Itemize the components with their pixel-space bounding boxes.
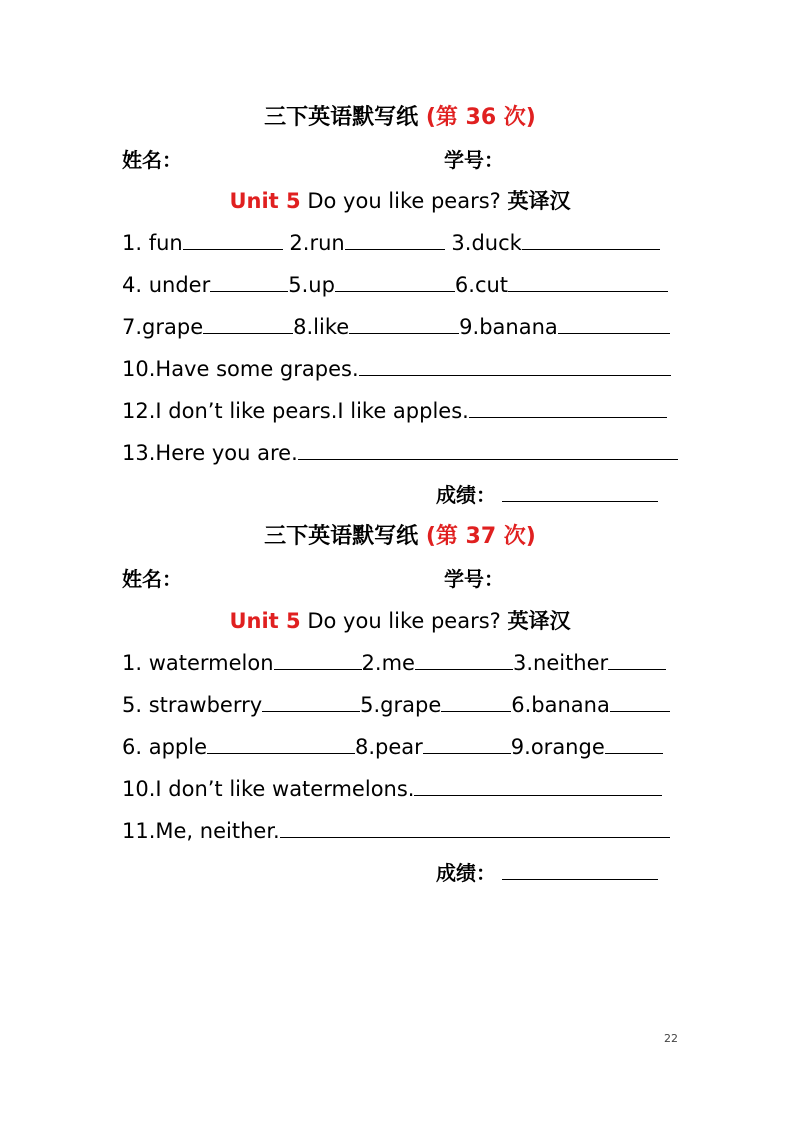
sheet1-score	[436, 481, 658, 509]
word-item: 5. strawberry	[122, 693, 263, 717]
sheet1-title	[0, 103, 800, 133]
word-item: 7.grape	[122, 315, 204, 339]
sheet1-word-row-1	[122, 229, 660, 257]
word-item: 2.run	[289, 231, 345, 255]
sheet2-id-label: 学号：	[444, 567, 504, 591]
answer-blank[interactable]	[414, 775, 662, 796]
sheet1-sentence-3	[122, 439, 678, 467]
sheet2-unit-number: Unit 5	[229, 609, 301, 633]
word-item: 6.banana	[511, 693, 610, 717]
answer-blank[interactable]	[522, 229, 660, 250]
sheet2-unit-task: 英译汉	[507, 609, 571, 633]
answer-blank[interactable]	[423, 733, 511, 754]
sheet1-title-main: 三下英语默写纸	[264, 105, 419, 130]
sheet2-sentence-2	[122, 817, 670, 845]
sheet1-sentence-1	[122, 355, 671, 383]
sentence-text: 10.Have some grapes.	[122, 357, 359, 381]
sheet1-unit-heading	[0, 187, 800, 215]
sheet2-word-row-2	[122, 691, 670, 719]
answer-blank[interactable]	[608, 649, 666, 670]
answer-blank[interactable]	[469, 397, 667, 418]
sheet2-title	[0, 522, 800, 552]
answer-blank[interactable]	[280, 817, 670, 838]
answer-blank[interactable]	[274, 649, 362, 670]
sheet1-word-row-3	[122, 313, 670, 341]
answer-blank[interactable]	[345, 229, 445, 250]
word-item: 3.neither	[512, 651, 609, 675]
answer-blank[interactable]	[605, 733, 663, 754]
page-number: 22	[664, 1032, 678, 1045]
answer-blank[interactable]	[262, 691, 360, 712]
sheet1-title-number: (第 36 次)	[425, 105, 536, 130]
word-item: 5.up	[288, 273, 335, 297]
answer-blank[interactable]	[508, 271, 668, 292]
answer-blank[interactable]	[441, 691, 511, 712]
score-label: 成绩：	[436, 483, 496, 507]
sheet1-sentence-2	[122, 397, 667, 425]
word-item: 1. fun	[122, 231, 183, 255]
answer-blank[interactable]	[415, 649, 513, 670]
word-item: 8.pear	[355, 735, 423, 759]
word-item: 8.like	[293, 315, 350, 339]
answer-blank[interactable]	[210, 271, 288, 292]
sheet1-unit-task: 英译汉	[507, 189, 571, 213]
answer-blank[interactable]	[298, 439, 678, 460]
word-item: 5.grape	[360, 693, 442, 717]
sentence-text: 10.I don’t like watermelons.	[122, 777, 415, 801]
word-item: 4. under	[122, 273, 211, 297]
word-item: 9.orange	[510, 735, 605, 759]
sheet1-unit-number: Unit 5	[229, 189, 301, 213]
answer-blank[interactable]	[359, 355, 671, 376]
sentence-text: 12.I don’t like pears.I like apples.	[122, 399, 469, 423]
score-blank[interactable]	[502, 481, 658, 502]
sheet2-unit-question: Do you like pears?	[307, 609, 501, 633]
sheet1-name-label: 姓名：	[122, 148, 182, 172]
answer-blank[interactable]	[207, 733, 355, 754]
sheet2-word-row-3	[122, 733, 663, 761]
answer-blank[interactable]	[183, 229, 283, 250]
sheet1-word-row-2	[122, 271, 668, 299]
answer-blank[interactable]	[203, 313, 293, 334]
word-item: 3.duck	[451, 231, 522, 255]
word-item: 6. apple	[122, 735, 207, 759]
sentence-text: 11.Me, neither.	[122, 819, 280, 843]
sheet1-unit-question: Do you like pears?	[307, 189, 501, 213]
answer-blank[interactable]	[349, 313, 459, 334]
word-item: 2.me	[361, 651, 415, 675]
sheet1-id-label: 学号：	[444, 148, 504, 172]
sentence-text: 13.Here you are.	[122, 441, 298, 465]
sheet2-word-row-1	[122, 649, 666, 677]
word-item: 6.cut	[454, 273, 509, 297]
answer-blank[interactable]	[610, 691, 670, 712]
sheet2-sentence-1	[122, 775, 662, 803]
sheet2-title-main: 三下英语默写纸	[264, 524, 419, 549]
sheet2-score	[436, 859, 658, 887]
sheet2-unit-heading	[0, 607, 800, 635]
answer-blank[interactable]	[335, 271, 455, 292]
sheet2-name-label: 姓名：	[122, 567, 182, 591]
answer-blank[interactable]	[558, 313, 670, 334]
word-item: 9.banana	[459, 315, 558, 339]
score-label: 成绩：	[436, 861, 496, 885]
word-item: 1. watermelon	[122, 651, 274, 675]
sheet2-title-number: (第 37 次)	[425, 524, 536, 549]
score-blank[interactable]	[502, 859, 658, 880]
